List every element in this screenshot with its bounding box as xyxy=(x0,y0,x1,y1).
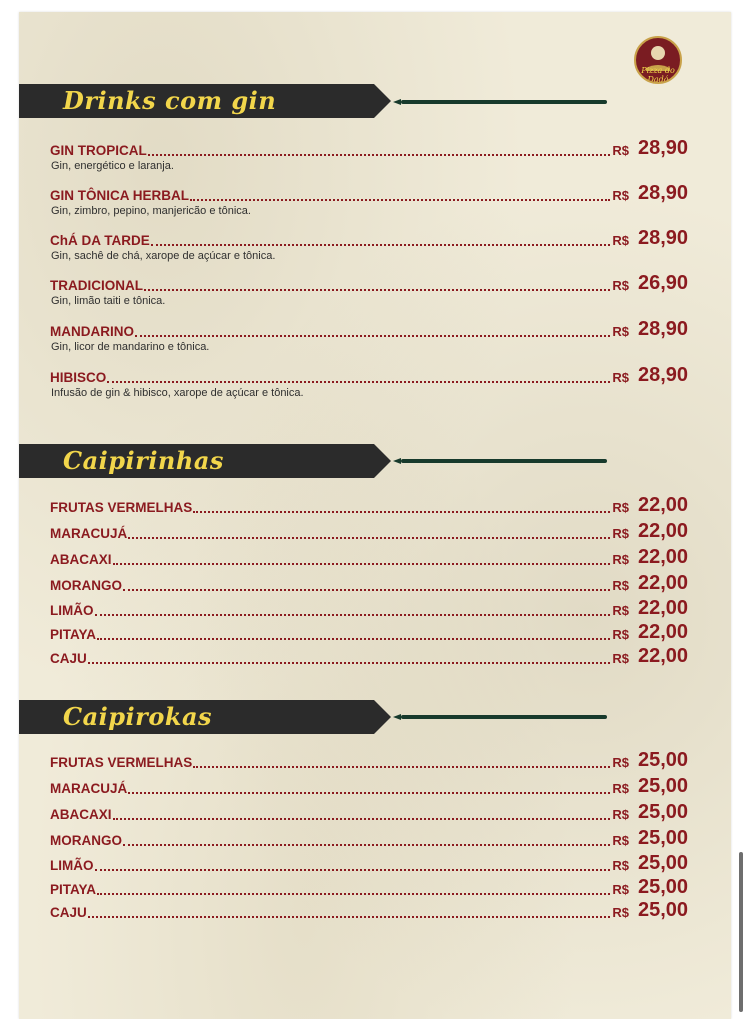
item-name: ABACAXI xyxy=(50,552,112,567)
price-currency: R$ xyxy=(612,755,629,770)
item-description: Infusão de gin & hibisco, xarope de açúcar e tônica. xyxy=(51,387,304,399)
dot-leader xyxy=(95,614,611,616)
logo-text: Pizza do Dadá xyxy=(641,66,675,84)
dot-leader xyxy=(128,537,610,539)
price-currency: R$ xyxy=(612,578,629,593)
dot-leader xyxy=(97,638,610,640)
dot-leader xyxy=(128,792,610,794)
dot-leader xyxy=(113,563,611,565)
scrollbar-thumb[interactable] xyxy=(739,852,743,1012)
price-value: 22,00 xyxy=(638,597,689,619)
section-rule xyxy=(401,459,607,463)
dot-leader xyxy=(107,381,610,383)
price-value: 22,00 xyxy=(638,621,689,643)
item-name: GIN TROPICAL xyxy=(50,143,147,158)
price-value: 25,00 xyxy=(638,749,689,771)
menu-item xyxy=(50,878,702,898)
price-value: 22,00 xyxy=(638,494,689,516)
menu-page xyxy=(19,12,731,1019)
menu-item xyxy=(50,647,702,667)
item-name: CAJU xyxy=(50,651,87,666)
dot-leader xyxy=(88,916,611,918)
price-value: 22,00 xyxy=(638,520,689,542)
price-value: 25,00 xyxy=(638,801,689,823)
item-name: MARACUJÁ xyxy=(50,781,128,796)
price-value: 28,90 xyxy=(638,364,689,386)
dot-leader xyxy=(193,766,610,768)
price-currency: R$ xyxy=(612,858,629,873)
section-title: Drinks com gin xyxy=(63,86,277,115)
item-description: Gin, sachê de chá, xarope de açúcar e tônica. xyxy=(51,250,276,262)
price-value: 26,90 xyxy=(638,272,689,294)
menu-item xyxy=(50,184,702,218)
dot-leader xyxy=(123,589,610,591)
price-currency: R$ xyxy=(612,882,629,897)
item-name: PITAYA xyxy=(50,882,97,897)
price-value: 25,00 xyxy=(638,827,689,849)
menu-item xyxy=(50,274,702,308)
section-rule xyxy=(401,100,607,104)
price-currency: R$ xyxy=(612,278,629,293)
price-currency: R$ xyxy=(612,603,629,618)
dot-leader xyxy=(151,244,611,246)
menu-item xyxy=(50,139,702,173)
menu-item xyxy=(50,320,702,354)
item-name: FRUTAS VERMELHAS xyxy=(50,500,193,515)
dot-leader xyxy=(97,893,610,895)
price-value: 25,00 xyxy=(638,899,689,921)
item-name: GIN TÔNICA HERBAL xyxy=(50,188,189,203)
dot-leader xyxy=(144,289,610,291)
price-currency: R$ xyxy=(612,781,629,796)
price-value: 28,90 xyxy=(638,318,689,340)
item-name: MORANGO xyxy=(50,833,122,848)
menu-item xyxy=(50,854,702,874)
item-name: MORANGO xyxy=(50,578,122,593)
item-name: LIMÃO xyxy=(50,603,94,618)
item-name: MARACUJÁ xyxy=(50,526,128,541)
item-name: TRADICIONAL xyxy=(50,278,143,293)
price-currency: R$ xyxy=(612,905,629,920)
price-currency: R$ xyxy=(612,526,629,541)
price-currency: R$ xyxy=(612,500,629,515)
menu-item xyxy=(50,522,702,542)
dot-leader xyxy=(113,818,611,820)
item-name: ChÁ DA TARDE xyxy=(50,233,150,248)
price-currency: R$ xyxy=(612,233,629,248)
item-name: FRUTAS VERMELHAS xyxy=(50,755,193,770)
dot-leader xyxy=(135,335,610,337)
price-value: 28,90 xyxy=(638,182,689,204)
menu-item xyxy=(50,777,702,797)
price-value: 22,00 xyxy=(638,546,689,568)
item-description: Gin, limão taiti e tônica. xyxy=(51,295,166,307)
menu-item xyxy=(50,548,702,568)
price-currency: R$ xyxy=(612,370,629,385)
menu-item xyxy=(50,574,702,594)
price-currency: R$ xyxy=(612,188,629,203)
menu-item xyxy=(50,599,702,619)
price-currency: R$ xyxy=(612,807,629,822)
menu-item xyxy=(50,366,702,400)
price-value: 28,90 xyxy=(638,227,689,249)
price-value: 25,00 xyxy=(638,852,689,874)
menu-item xyxy=(50,496,702,516)
menu-item xyxy=(50,829,702,849)
dot-leader xyxy=(123,844,610,846)
price-currency: R$ xyxy=(612,627,629,642)
dot-leader xyxy=(88,662,611,664)
dot-leader xyxy=(148,154,611,156)
item-name: MANDARINO xyxy=(50,324,134,339)
item-description: Gin, energético e laranja. xyxy=(51,160,174,172)
section-title: Caipirinhas xyxy=(63,446,224,475)
price-currency: R$ xyxy=(612,833,629,848)
item-name: CAJU xyxy=(50,905,87,920)
price-currency: R$ xyxy=(612,651,629,666)
menu-item xyxy=(50,901,702,921)
dot-leader xyxy=(190,199,610,201)
price-currency: R$ xyxy=(612,143,629,158)
section-title: Caipirokas xyxy=(63,702,213,731)
price-currency: R$ xyxy=(612,324,629,339)
menu-item xyxy=(50,803,702,823)
section-rule xyxy=(401,715,607,719)
pizzeria-logo-icon xyxy=(634,36,682,84)
price-value: 22,00 xyxy=(638,572,689,594)
item-description: Gin, licor de mandarino e tônica. xyxy=(51,341,210,353)
menu-item xyxy=(50,229,702,263)
item-name: PITAYA xyxy=(50,627,97,642)
price-value: 22,00 xyxy=(638,645,689,667)
price-currency: R$ xyxy=(612,552,629,567)
item-name: HIBISCO xyxy=(50,370,107,385)
price-value: 25,00 xyxy=(638,775,689,797)
price-value: 25,00 xyxy=(638,876,689,898)
menu-item xyxy=(50,623,702,643)
item-description: Gin, zimbro, pepino, manjericão e tônica. xyxy=(51,205,251,217)
menu-item xyxy=(50,751,702,771)
dot-leader xyxy=(95,869,611,871)
item-name: LIMÃO xyxy=(50,858,94,873)
price-value: 28,90 xyxy=(638,137,689,159)
dot-leader xyxy=(193,511,610,513)
item-name: ABACAXI xyxy=(50,807,112,822)
